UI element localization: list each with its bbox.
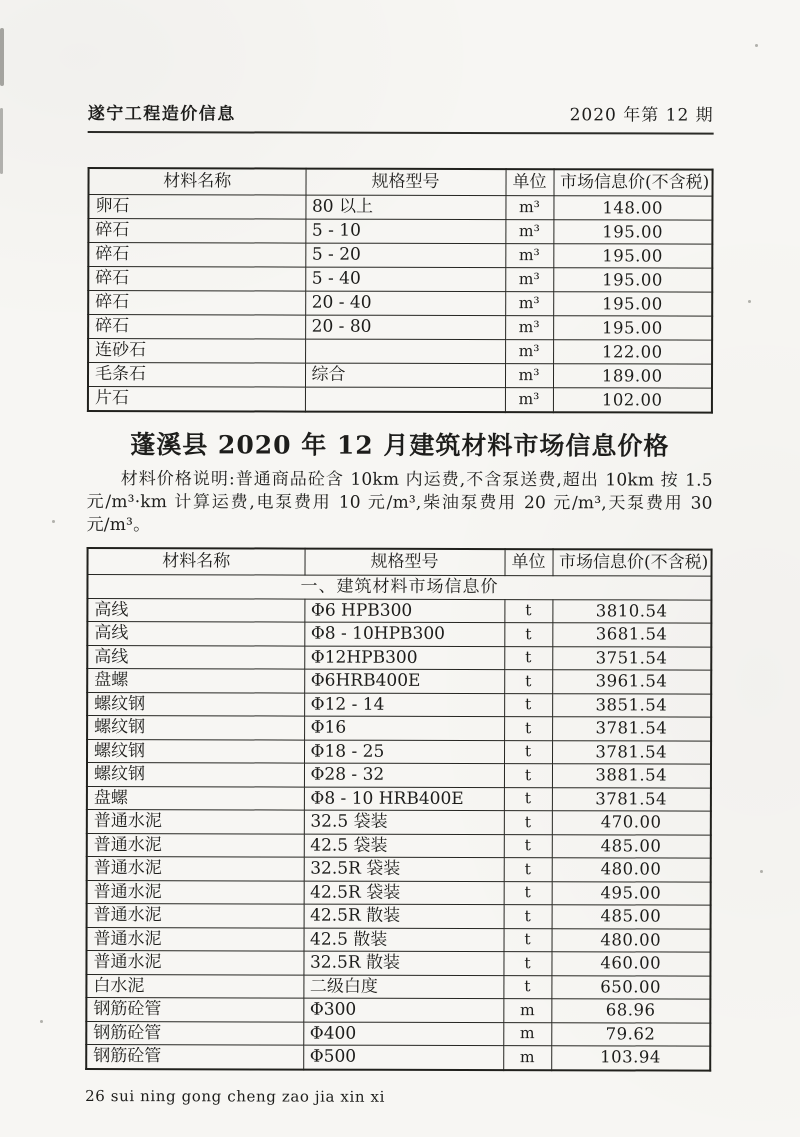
table-row <box>88 243 712 269</box>
cell-spec-model: Φ6HRB400E <box>304 669 504 693</box>
cell-unit: m³ <box>505 292 553 316</box>
cell-unit: t <box>504 670 552 694</box>
cell-material-name: 高线 <box>87 645 304 669</box>
cell-market-price: 495.00 <box>552 881 711 905</box>
cell-unit: t <box>504 717 552 741</box>
cell-spec-model: 20 - 80 <box>305 315 505 340</box>
cell-spec-model: 32.5 袋装 <box>304 810 504 834</box>
cell-unit: t <box>504 787 552 811</box>
cell-spec-model: 5 - 20 <box>305 243 505 268</box>
cell-market-price: 3781.54 <box>552 787 711 811</box>
table-row <box>87 645 711 670</box>
cell-spec-model: 42.5R 散装 <box>304 904 504 928</box>
stone-price-table <box>87 167 714 414</box>
cell-material-name: 普通水泥 <box>87 856 304 880</box>
cell-material-name: 碎石 <box>88 315 305 340</box>
cell-market-price: 3851.54 <box>552 693 711 717</box>
cell-unit: m³ <box>505 388 553 413</box>
cell-material-name: 普通水泥 <box>87 927 304 951</box>
col-header-unit: 单位 <box>504 549 552 576</box>
cell-market-price: 3781.54 <box>552 717 711 741</box>
scan-smudge <box>0 28 4 86</box>
cell-market-price: 195.00 <box>553 292 712 316</box>
table-row <box>87 739 711 764</box>
cell-unit: t <box>504 858 552 882</box>
journal-title: 遂宁工程造价信息 <box>87 103 236 125</box>
cell-spec-model: Φ28 - 32 <box>304 763 504 787</box>
table-row <box>87 927 711 952</box>
cell-market-price: 460.00 <box>551 952 710 976</box>
table-row <box>87 856 711 881</box>
building-material-price-table <box>85 547 712 1071</box>
cell-unit: t <box>503 952 551 976</box>
cell-unit: m³ <box>505 340 553 364</box>
cell-market-price: 195.00 <box>553 316 712 340</box>
cell-market-price: 3961.54 <box>552 670 711 694</box>
table-row <box>87 692 711 717</box>
cell-unit: m³ <box>505 316 553 340</box>
cell-unit: t <box>503 975 551 999</box>
cell-unit: t <box>504 881 552 905</box>
cell-material-name: 高线 <box>87 622 304 646</box>
cell-spec-model: 32.5R 袋装 <box>304 857 504 881</box>
table-header-row <box>87 548 711 576</box>
table-row <box>87 598 711 623</box>
table-row <box>88 363 712 389</box>
cell-unit: t <box>504 646 552 670</box>
cell-material-name: 碎石 <box>88 267 305 292</box>
cell-spec-model: 5 - 10 <box>305 219 505 244</box>
table-row <box>88 291 712 317</box>
cell-material-name: 碎石 <box>88 291 305 316</box>
cell-material-name: 碎石 <box>88 243 305 268</box>
cell-spec-model: 42.5 散装 <box>304 928 504 952</box>
table-row <box>87 903 711 928</box>
cell-spec-model: 二级白度 <box>303 975 503 999</box>
col-header-market-price: 市场信息价(不含税) <box>552 549 711 576</box>
cell-material-name: 普通水泥 <box>87 833 304 857</box>
page-content <box>85 0 714 1106</box>
cell-market-price: 3810.54 <box>552 599 711 623</box>
col-header-material-name: 材料名称 <box>88 168 305 195</box>
table-row <box>87 786 711 811</box>
scan-speckle <box>755 44 758 47</box>
cell-spec-model: Φ16 <box>304 716 504 740</box>
table-row <box>87 880 711 905</box>
table-row <box>87 669 711 694</box>
cell-spec-model: 42.5 袋装 <box>304 834 504 858</box>
cell-material-name: 螺纹钢 <box>87 739 304 763</box>
cell-spec-model: Φ6 HPB300 <box>304 599 504 623</box>
table-row <box>86 1021 710 1046</box>
cell-material-name: 卵石 <box>88 195 305 220</box>
cell-material-name: 毛条石 <box>88 363 305 388</box>
cell-spec-model: Φ400 <box>303 1022 503 1046</box>
cell-spec-model: 42.5R 袋装 <box>304 881 504 905</box>
cell-market-price: 3881.54 <box>552 764 711 788</box>
cell-market-price: 189.00 <box>553 364 712 388</box>
cell-material-name: 盘螺 <box>87 669 304 693</box>
cell-market-price: 485.00 <box>552 834 711 858</box>
cell-unit: m³ <box>505 364 553 388</box>
table-row <box>87 716 711 741</box>
cell-unit: t <box>504 811 552 835</box>
cell-spec-model: Φ12 - 14 <box>304 693 504 717</box>
cell-material-name: 螺纹钢 <box>87 716 304 740</box>
cell-spec-model <box>305 339 505 364</box>
cell-material-name: 普通水泥 <box>87 903 304 927</box>
table-row <box>88 267 712 293</box>
cell-spec-model: Φ300 <box>303 998 503 1022</box>
cell-spec-model: Φ8 - 10HPB300 <box>304 622 504 646</box>
table-row <box>88 387 712 413</box>
table-header-row <box>88 168 712 196</box>
cell-spec-model: 20 - 40 <box>305 291 505 316</box>
cell-unit: t <box>504 905 552 929</box>
table-row <box>88 219 712 245</box>
issue-label: 2020 年第 12 期 <box>569 105 714 126</box>
cell-spec-model <box>305 387 505 412</box>
cell-spec-model: 综合 <box>305 363 505 388</box>
table-row <box>86 950 710 975</box>
cell-market-price: 485.00 <box>552 905 711 929</box>
cell-unit: m <box>503 999 551 1023</box>
cell-unit: m³ <box>505 244 553 268</box>
table-row <box>86 974 710 999</box>
cell-unit: m <box>503 1046 551 1070</box>
cell-market-price: 148.00 <box>553 196 712 220</box>
col-header-material-name: 材料名称 <box>87 548 304 575</box>
scan-smudge <box>0 108 3 174</box>
cell-unit: t <box>504 928 552 952</box>
cell-material-name: 普通水泥 <box>87 880 304 904</box>
cell-spec-model: Φ8 - 10 HRB400E <box>304 787 504 811</box>
cell-material-name: 白水泥 <box>86 974 303 998</box>
cell-market-price: 195.00 <box>553 244 712 268</box>
cell-unit: m³ <box>505 268 553 292</box>
cell-market-price: 650.00 <box>551 975 710 999</box>
page-title: 蓬溪县 2020 年 12 月建筑材料市场信息价格 <box>130 430 670 461</box>
cell-material-name: 螺纹钢 <box>87 692 304 716</box>
cell-market-price: 195.00 <box>553 268 712 292</box>
cell-material-name: 钢筋砼管 <box>86 1044 303 1069</box>
col-header-market-price: 市场信息价(不含税) <box>553 169 712 196</box>
scan-speckle <box>40 1020 43 1023</box>
cell-material-name: 碎石 <box>88 219 305 244</box>
cell-material-name: 连砂石 <box>88 339 305 364</box>
scan-speckle <box>748 300 751 303</box>
cell-material-name: 片石 <box>88 387 305 412</box>
table-row <box>88 339 712 365</box>
cell-unit: m³ <box>505 196 553 220</box>
cell-spec-model: Φ500 <box>303 1045 503 1070</box>
col-header-spec-model: 规格型号 <box>304 549 504 576</box>
cell-spec-model: Φ18 - 25 <box>304 740 504 764</box>
cell-unit: t <box>504 693 552 717</box>
cell-market-price: 122.00 <box>553 340 712 364</box>
cell-unit: m <box>503 1022 551 1046</box>
cell-material-name: 钢筋砼管 <box>86 1021 303 1045</box>
table-row <box>87 833 711 858</box>
cell-unit: t <box>504 834 552 858</box>
cell-unit: t <box>504 740 552 764</box>
table-row <box>87 809 711 834</box>
scan-speckle <box>52 520 55 523</box>
table-section-row <box>87 575 711 600</box>
cell-market-price: 195.00 <box>553 220 712 244</box>
running-header <box>88 0 714 126</box>
table-row <box>87 763 711 788</box>
cell-market-price: 3781.54 <box>552 740 711 764</box>
table-row <box>86 1044 710 1070</box>
cell-market-price: 480.00 <box>552 858 711 882</box>
table-row <box>88 195 712 221</box>
cell-material-name: 盘螺 <box>87 786 304 810</box>
cell-spec-model: 5 - 40 <box>305 267 505 292</box>
price-note: 材料价格说明:普通商品砼含 10km 内运费,不含泵送费,超出 10km 按 1.5 元/m³·km 计算运费,电泵费用 10 元/m³,柴油泵费用 20 元/m³,天泵费用 30 元/m³。 <box>86 469 713 536</box>
cell-market-price: 3681.54 <box>552 623 711 647</box>
table-row <box>86 997 710 1022</box>
cell-material-name: 螺纹钢 <box>87 763 304 787</box>
cell-material-name: 普通水泥 <box>86 950 303 974</box>
cell-unit: t <box>504 599 552 623</box>
cell-unit: t <box>504 764 552 788</box>
cell-market-price: 79.62 <box>551 1022 710 1046</box>
cell-unit: m³ <box>505 220 553 244</box>
header-rule <box>88 131 714 135</box>
cell-material-name: 高线 <box>87 598 304 622</box>
cell-spec-model: 80 以上 <box>305 195 505 220</box>
cell-unit: t <box>504 623 552 647</box>
cell-spec-model: 32.5R 散装 <box>303 951 503 975</box>
col-header-unit: 单位 <box>505 169 553 196</box>
cell-market-price: 102.00 <box>553 388 712 413</box>
scan-speckle <box>760 870 763 873</box>
cell-market-price: 68.96 <box>551 999 710 1023</box>
cell-market-price: 470.00 <box>552 811 711 835</box>
cell-material-name: 普通水泥 <box>87 809 304 833</box>
page-footer: 26 sui ning gong cheng zao jia xin xi <box>85 1086 386 1106</box>
table-row <box>87 622 711 647</box>
table-section-label: 一、建筑材料市场信息价 <box>87 575 711 600</box>
table-row <box>88 315 712 341</box>
cell-spec-model: Φ12HPB300 <box>304 646 504 670</box>
cell-market-price: 480.00 <box>552 928 711 952</box>
cell-material-name: 钢筋砼管 <box>86 997 303 1021</box>
cell-market-price: 103.94 <box>551 1046 710 1070</box>
col-header-spec-model: 规格型号 <box>305 169 505 196</box>
cell-market-price: 3751.54 <box>552 646 711 670</box>
